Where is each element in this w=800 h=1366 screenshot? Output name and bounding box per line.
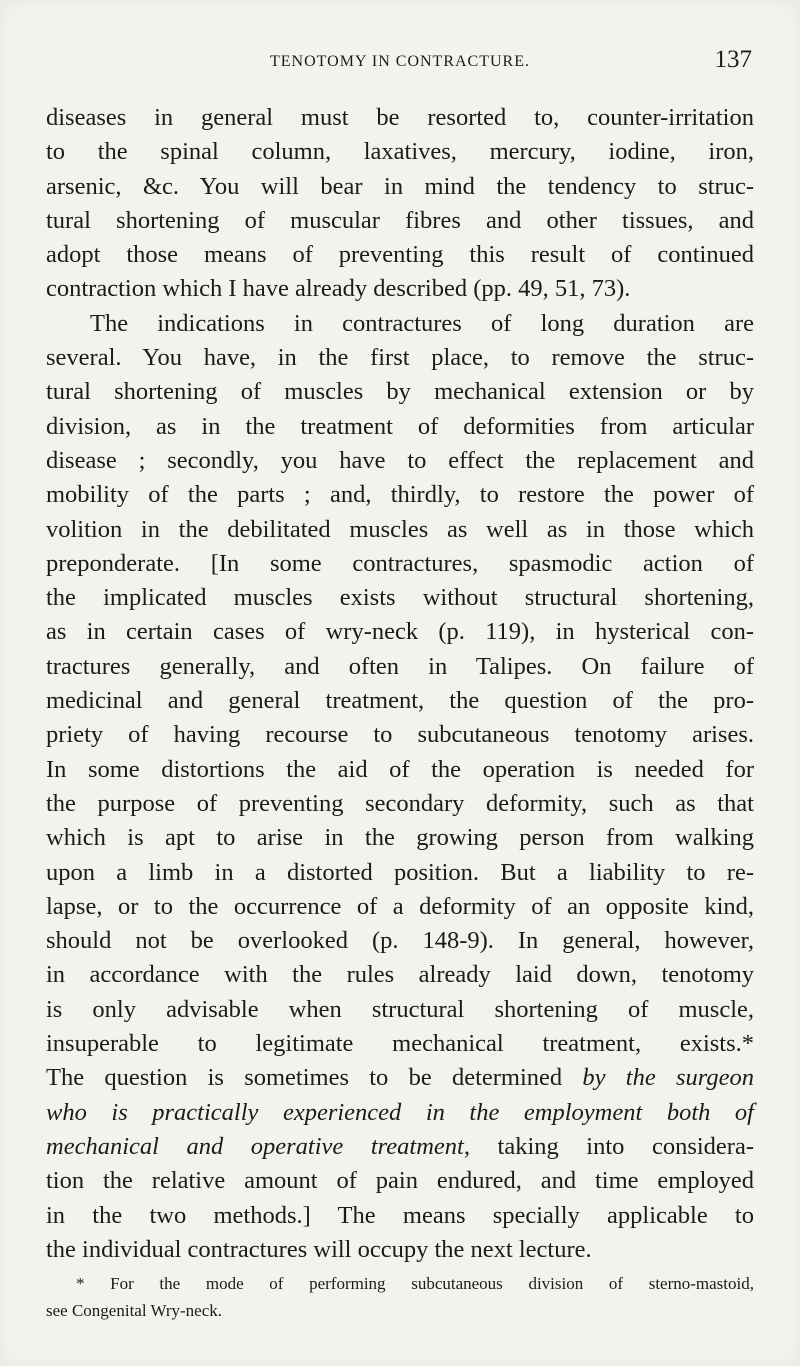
text-line: medicinal and general treatment, the question of the pro- <box>46 687 754 715</box>
text-run: taking into considera- <box>469 1132 754 1160</box>
text-line: the implicated muscles exists without structural shortening, <box>46 584 754 612</box>
text-line: priety of having recourse to subcutaneous tenotomy arises. <box>46 721 754 749</box>
text-line: mobility of the parts ; and, thirdly, to restore the power of <box>46 481 754 509</box>
running-title: TENOTOMY IN CONTRACTURE. <box>270 53 530 70</box>
text-run: The question is sometimes to be determined <box>46 1064 583 1092</box>
text-line: diseases in general must be resorted to, counter-irritation <box>46 104 754 131</box>
text-line: adopt those means of preventing this result of continued <box>46 241 754 269</box>
footnote <box>46 1270 754 1324</box>
text-line: should not be overlooked (p. 148-9). In general, however, <box>46 927 754 955</box>
text-line: which is apt to arise in the growing person from walking <box>46 824 754 852</box>
text-line: several. You have, in the first place, to remove the struc- <box>46 344 754 372</box>
text-line: The indications in contractures of long duration are <box>90 309 754 337</box>
text-line-italic <box>46 1096 754 1130</box>
text-line: to the spinal column, laxatives, mercury, iodine, iron, <box>46 138 754 166</box>
italic-run: by the surgeon <box>582 1064 754 1092</box>
text-line: contraction which I have already described (pp. 49, 51, 73). <box>46 275 631 303</box>
page-number: 137 <box>714 46 752 73</box>
text-line: lapse, or to the occurrence of a deformity of an opposite kind, <box>46 892 754 920</box>
text-line-mixed <box>46 1061 754 1095</box>
text-line: as in certain cases of wry-neck (p. 119), in hysterical con- <box>46 618 754 646</box>
text-line: arsenic, &c. You will bear in mind the tendency to struc- <box>46 172 754 200</box>
text-line: tion the relative amount of pain endured, and time employed <box>46 1167 754 1195</box>
text-line: In some distortions the aid of the operation is needed for <box>46 755 754 783</box>
text-line: the individual contractures will occupy the next lecture. <box>46 1235 592 1263</box>
text-line: in accordance with the rules already laid down, tenotomy <box>46 961 754 989</box>
footnote-line: see Congenital Wry-neck. <box>46 1301 223 1320</box>
text-line: upon a limb in a distorted position. But a liability to re- <box>46 858 754 886</box>
text-line: is only advisable when structural shortening of muscle, <box>46 995 754 1023</box>
text-line: preponderate. [In some contractures, spasmodic action of <box>46 549 754 577</box>
text-line: volition in the debilitated muscles as well as in those which <box>46 515 754 543</box>
running-head <box>46 46 754 80</box>
text-line: tractures generally, and often in Talipes. On failure of <box>46 652 754 680</box>
text-line: tural shortening of muscles by mechanical extension or by <box>46 378 754 406</box>
text-line-mixed <box>46 1130 754 1164</box>
text-line: division, as in the treatment of deformities from articular <box>46 412 754 440</box>
italic-run: mechanical and operative treatment, <box>46 1132 470 1160</box>
footnote-line: * For the mode of performing subcutaneous division of sterno-mastoid, <box>76 1274 754 1293</box>
italic-run: who is practically experienced in the employment both of <box>46 1098 754 1126</box>
text-line: insuperable to legitimate mechanical treatment, exists.* <box>46 1030 754 1058</box>
text-line: tural shortening of muscular fibres and other tissues, and <box>46 206 754 234</box>
text-line: the purpose of preventing secondary deformity, such as that <box>46 789 754 817</box>
body-text <box>46 101 754 1267</box>
text-line: disease ; secondly, you have to effect the replacement and <box>46 446 754 474</box>
text-line: in the two methods.] The means specially applicable to <box>46 1201 754 1229</box>
